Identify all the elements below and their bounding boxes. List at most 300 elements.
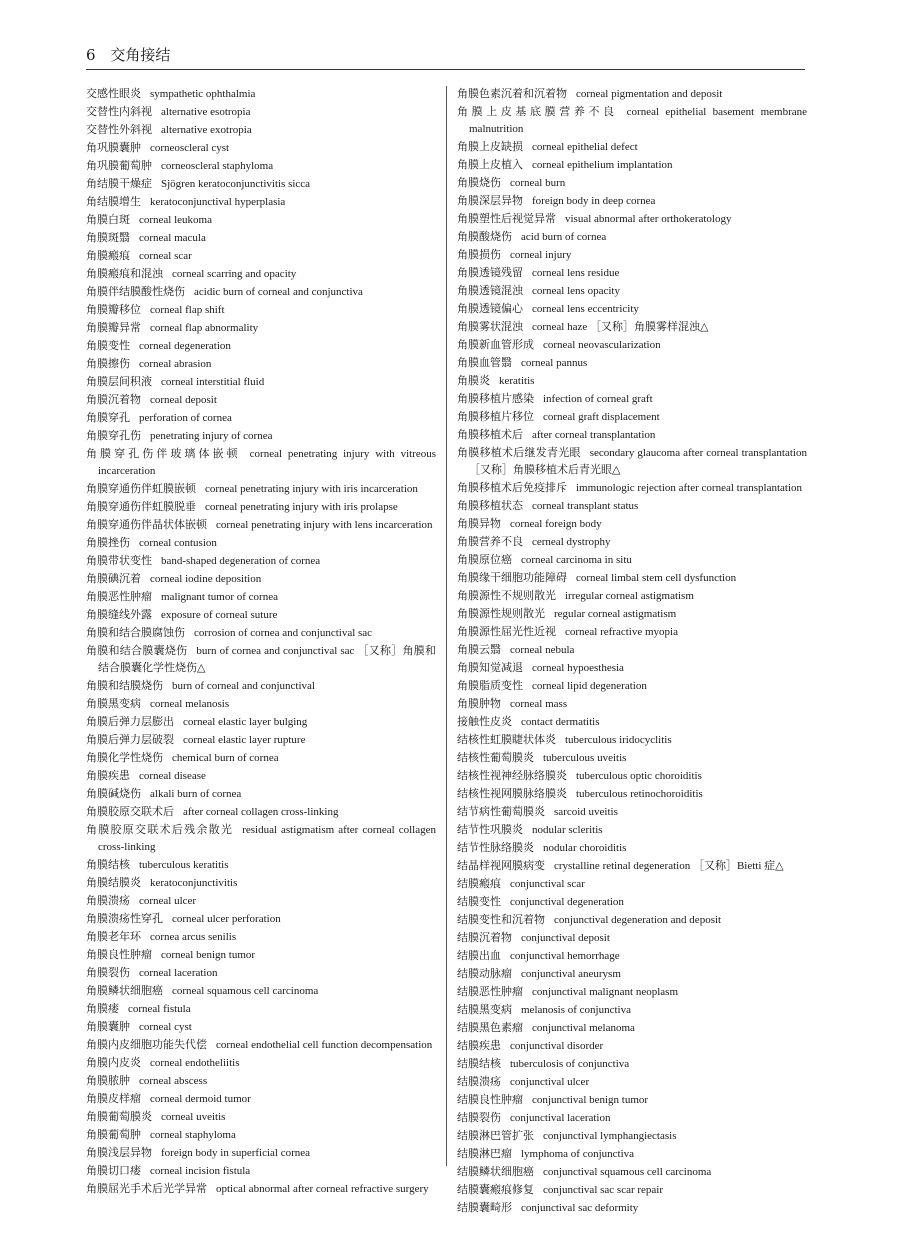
glossary-entry [457, 354, 807, 372]
chinese-term: 角膜上皮缺损 [457, 140, 523, 153]
glossary-entry [457, 911, 807, 929]
glossary-entry [86, 247, 436, 265]
chinese-term: 角膜和结合膜囊烧伤 [86, 644, 188, 657]
chinese-term: 结膜疾患 [457, 1039, 501, 1052]
column-divider [446, 86, 447, 1166]
chinese-term: 角膜鳞状细胞癌 [86, 984, 163, 997]
english-term: corneal flap shift [150, 304, 225, 316]
chinese-term: 结节性巩膜炎 [457, 823, 523, 836]
english-term: conjunctival scar [510, 878, 585, 890]
english-term: corneal interstitial fluid [161, 376, 265, 388]
glossary-entry [86, 480, 436, 498]
english-term: residual astigmatism after corneal collagen cross-linking [98, 824, 437, 853]
glossary-entry [457, 1127, 807, 1145]
chinese-term: 角膜源性屈光性近视 [457, 625, 556, 638]
chinese-term: 角膜移植术后免疫排斥 [457, 481, 567, 494]
english-term: corneal penetrating injury with iris prolapse [205, 501, 398, 513]
chinese-term: 角膜良性肿瘤 [86, 948, 152, 961]
glossary-entry [457, 1199, 807, 1217]
chinese-term: 角膜移植术后继发青光眼 [457, 446, 581, 459]
english-term: after corneal transplantation [532, 429, 656, 441]
glossary-entry [457, 444, 807, 479]
english-term: tuberculous uveitis [543, 752, 627, 764]
glossary-entry [86, 139, 436, 157]
running-header [86, 44, 170, 65]
glossary-entry [86, 928, 436, 946]
glossary-entry [86, 695, 436, 713]
english-term: corneal neovascularization [543, 339, 661, 351]
english-term: contact dermatitis [521, 716, 600, 728]
glossary-entry [86, 1126, 436, 1144]
chinese-term: 结膜囊瘢痕修复 [457, 1183, 534, 1196]
english-term: corneal squamous cell carcinoma [172, 985, 319, 997]
glossary-entry [86, 1072, 436, 1090]
chinese-term: 角膜浅层异物 [86, 1146, 152, 1159]
chinese-term: 角膜色素沉着和沉着物 [457, 87, 567, 100]
chinese-term: 结核性视神经脉络膜炎 [457, 769, 567, 782]
chinese-term: 结节病性葡萄膜炎 [457, 805, 545, 818]
english-term: corneal limbal stem cell dysfunction [576, 572, 737, 584]
glossary-entry [457, 623, 807, 641]
left-column [86, 85, 436, 1198]
english-term: corneal carcinoma in situ [521, 554, 632, 566]
glossary-entry [457, 497, 807, 515]
chinese-term: 结节性脉络膜炎 [457, 841, 534, 854]
english-term: corneal laceration [139, 967, 218, 979]
glossary-entry [457, 390, 807, 408]
english-term: corrosion of cornea and conjunctival sac [194, 627, 373, 639]
glossary-entry [86, 606, 436, 624]
glossary-entry [86, 624, 436, 642]
english-term: visual abnormal after orthokeratology [565, 213, 732, 225]
english-term: corneal melanosis [150, 698, 230, 710]
chinese-term: 角膜伴结膜酸性烧伤 [86, 285, 185, 298]
running-title: 交角接结 [110, 46, 171, 64]
english-term: tuberculous iridocyclitis [565, 734, 672, 746]
english-term: corneal lens eccentricity [532, 303, 639, 315]
chinese-term: 角膜透镜混浊 [457, 284, 523, 297]
glossary-entry [457, 246, 807, 264]
glossary-entry [457, 821, 807, 839]
chinese-term: 角膜擦伤 [86, 357, 130, 370]
chinese-term: 角膜上皮植入 [457, 158, 523, 171]
english-term: conjunctival squamous cell carcinoma [543, 1166, 712, 1178]
glossary-entry [457, 1163, 807, 1181]
english-term: corneal dermoid tumor [150, 1093, 251, 1105]
glossary-entry [86, 283, 436, 301]
chinese-term: 交感性眼炎 [86, 87, 141, 100]
english-term: conjunctival laceration [510, 1112, 611, 1124]
chinese-term: 角膜上皮基底膜营养不良 [457, 105, 618, 118]
chinese-term: 角膜囊肿 [86, 1020, 130, 1033]
english-term: burn of cornea and conjunctival sac ［又称］角膜和结合膜囊化学性烧伤△ [98, 645, 437, 674]
english-term: corneal lens opacity [532, 285, 620, 297]
chinese-term: 角膜胶原交联术后残余散光 [86, 823, 234, 836]
chinese-term: 角膜挫伤 [86, 536, 130, 549]
glossary-entry [457, 372, 807, 390]
chinese-term: 角膜碱烧伤 [86, 787, 141, 800]
english-term: exposure of corneal suture [161, 609, 278, 621]
english-term: corneal penetrating injury with vitreous incarceration [98, 448, 437, 477]
glossary-entry [457, 695, 807, 713]
english-term: infection of corneal graft [543, 393, 653, 405]
chinese-term: 角膜营养不良 [457, 535, 523, 548]
english-term: corneal disease [139, 770, 206, 782]
chinese-term: 结膜出血 [457, 949, 501, 962]
english-term: corneal lens residue [532, 267, 620, 279]
english-term: corneal penetrating injury with lens incarceration [216, 519, 433, 531]
glossary-entry [457, 857, 807, 875]
glossary-entry [86, 121, 436, 139]
english-term: conjunctival benign tumor [532, 1094, 649, 1106]
chinese-term: 角膜内皮炎 [86, 1056, 141, 1069]
glossary-entry [457, 731, 807, 749]
glossary-entry [457, 426, 807, 444]
english-term: conjunctival deposit [521, 932, 610, 944]
english-term: corneal ulcer perforation [172, 913, 281, 925]
english-term: corneal foreign body [510, 518, 602, 530]
english-term: corneal epithelium implantation [532, 159, 673, 171]
english-term: corneal haze ［又称］角膜雾样混浊△ [532, 321, 709, 333]
english-term: conjunctival sac scar repair [543, 1184, 664, 1196]
chinese-term: 角膜异物 [457, 517, 501, 530]
chinese-term: 角膜移植片感染 [457, 392, 534, 405]
english-term: corneal leukoma [139, 214, 212, 226]
chinese-term: 角膜透镜残留 [457, 266, 523, 279]
glossary-entry [457, 336, 807, 354]
chinese-term: 角膜新血管形成 [457, 338, 534, 351]
glossary-entry [457, 174, 807, 192]
glossary-entry [457, 785, 807, 803]
english-term: corneal transplant status [532, 500, 639, 512]
english-term: corneal contusion [139, 537, 217, 549]
glossary-entry [86, 982, 436, 1000]
glossary-entry [86, 1036, 436, 1054]
chinese-term: 角膜雾状混浊 [457, 320, 523, 333]
chinese-term: 角膜沉着物 [86, 393, 141, 406]
glossary-entry [457, 1181, 807, 1199]
chinese-term: 结核性视网膜脉络膜炎 [457, 787, 567, 800]
chinese-term: 角膜肿物 [457, 697, 501, 710]
english-term: corneal fistula [128, 1003, 191, 1015]
chinese-term: 结膜沉着物 [457, 931, 512, 944]
english-term: corneal injury [510, 249, 572, 261]
glossary-entry [86, 677, 436, 695]
english-term: secondary glaucoma after corneal transplantation ［又称］角膜移植术后青光眼△ [469, 447, 807, 476]
glossary-entry [457, 641, 807, 659]
glossary-entry [86, 355, 436, 373]
glossary-entry [457, 1019, 807, 1037]
english-term: corneal scar [139, 250, 192, 262]
english-term: regular corneal astigmatism [554, 608, 677, 620]
english-term: keratoconjunctival hyperplasia [150, 196, 286, 208]
english-term: conjunctival disorder [510, 1040, 604, 1052]
english-term: band-shaped degeneration of cornea [161, 555, 321, 567]
chinese-term: 角膜结核 [86, 858, 130, 871]
glossary-entry [86, 373, 436, 391]
english-term: corneal macula [139, 232, 206, 244]
chinese-term: 角膜穿通伤伴晶状体嵌顿 [86, 518, 207, 531]
chinese-term: 角膜切口瘘 [86, 1164, 141, 1177]
chinese-term: 角膜裂伤 [86, 966, 130, 979]
english-term: corneal nebula [510, 644, 575, 656]
glossary-entry [86, 1090, 436, 1108]
glossary-entry [86, 910, 436, 928]
english-term: corneal degeneration [139, 340, 231, 352]
chinese-term: 角膜穿孔伤 [86, 429, 141, 442]
chinese-term: 角膜穿通伤伴虹膜嵌顿 [86, 482, 196, 495]
chinese-term: 角巩膜囊肿 [86, 141, 141, 154]
chinese-term: 角膜知觉减退 [457, 661, 523, 674]
chinese-term: 角膜炎 [457, 374, 490, 387]
glossary-entry [86, 193, 436, 211]
english-term: keratoconjunctivitis [150, 877, 238, 889]
chinese-term: 角膜后弹力层破裂 [86, 733, 174, 746]
chinese-term: 角膜层间积液 [86, 375, 152, 388]
english-term: conjunctival hemorrhage [510, 950, 620, 962]
glossary-entry [457, 551, 807, 569]
english-term: corneal benign tumor [161, 949, 256, 961]
glossary-entry [86, 409, 436, 427]
english-term: penetrating injury of cornea [150, 430, 273, 442]
glossary-entry [86, 964, 436, 982]
chinese-term: 结膜动脉瘤 [457, 967, 512, 980]
english-term: corneal epithelial defect [532, 141, 638, 153]
chinese-term: 角膜穿孔 [86, 411, 130, 424]
glossary-entry [86, 1108, 436, 1126]
chinese-term: 角膜白斑 [86, 213, 130, 226]
chinese-term: 角膜深层异物 [457, 194, 523, 207]
chinese-term: 接触性皮炎 [457, 715, 512, 728]
glossary-entry [457, 1145, 807, 1163]
chinese-term: 角膜皮样瘤 [86, 1092, 141, 1105]
english-term: corneal lipid degeneration [532, 680, 647, 692]
english-term: alternative esotropia [161, 106, 251, 118]
english-term: corneal epithelial basement membrane malnutrition [469, 106, 807, 135]
chinese-term: 角膜带状变性 [86, 554, 152, 567]
english-term: corneal pannus [521, 357, 588, 369]
glossary-entry [457, 713, 807, 731]
chinese-term: 交替性内斜视 [86, 105, 152, 118]
chinese-term: 角膜葡萄膜炎 [86, 1110, 152, 1123]
glossary-entry [457, 749, 807, 767]
chinese-term: 角膜移植术后 [457, 428, 523, 441]
chinese-term: 角膜瘘 [86, 1002, 119, 1015]
glossary-entry [457, 983, 807, 1001]
chinese-term: 角膜变性 [86, 339, 130, 352]
english-term: corneoscleral cyst [150, 142, 230, 154]
english-term: perforation of cornea [139, 412, 232, 424]
chinese-term: 结膜溃疡 [457, 1075, 501, 1088]
chinese-term: 角膜云翳 [457, 643, 501, 656]
glossary-entry [86, 534, 436, 552]
chinese-term: 角膜穿通伤伴虹膜脱垂 [86, 500, 196, 513]
glossary-entry [86, 265, 436, 283]
english-term: cerneal dystrophy [532, 536, 611, 548]
chinese-term: 结膜鳞状细胞癌 [457, 1165, 534, 1178]
chinese-term: 角膜葡萄肿 [86, 1128, 141, 1141]
english-term: corneal incision fistula [150, 1165, 251, 1177]
english-term: conjunctival degeneration and deposit [554, 914, 722, 926]
chinese-term: 结膜囊畸形 [457, 1201, 512, 1214]
page-number: 6 [86, 46, 96, 64]
glossary-entry [86, 713, 436, 731]
english-term: corneal hypoesthesia [532, 662, 624, 674]
english-term: conjunctival degeneration [510, 896, 624, 908]
glossary-entry [457, 282, 807, 300]
glossary-entry [86, 1180, 436, 1198]
chinese-term: 结膜黑变病 [457, 1003, 512, 1016]
header-rule [86, 69, 805, 70]
english-term: conjunctival melanoma [532, 1022, 635, 1034]
chinese-term: 角膜瓣异常 [86, 321, 141, 334]
english-term: crystalline retinal degeneration ［又称］Bietti 症△ [554, 860, 784, 872]
glossary-entry [86, 391, 436, 409]
english-term: acidic burn of corneal and conjunctiva [194, 286, 363, 298]
glossary-entry [457, 803, 807, 821]
chinese-term: 结膜裂伤 [457, 1111, 501, 1124]
glossary-entry [457, 1073, 807, 1091]
english-term: melanosis of conjunctiva [521, 1004, 631, 1016]
glossary-entry [86, 570, 436, 588]
chinese-term: 角膜和结膜烧伤 [86, 679, 163, 692]
chinese-term: 角膜溃疡性穿孔 [86, 912, 163, 925]
chinese-term: 结膜淋巴瘤 [457, 1147, 512, 1160]
english-term: tuberculosis of conjunctiva [510, 1058, 630, 1070]
english-term: alkali burn of cornea [150, 788, 242, 800]
glossary-entry [457, 875, 807, 893]
chinese-term: 交替性外斜视 [86, 123, 152, 136]
chinese-term: 角膜脓肿 [86, 1074, 130, 1087]
glossary-entry [457, 767, 807, 785]
chinese-term: 角膜瘢痕 [86, 249, 130, 262]
english-term: corneal staphyloma [150, 1129, 236, 1141]
chinese-term: 结核性虹膜睫状体炎 [457, 733, 556, 746]
english-term: corneal penetrating injury with iris incarceration [205, 483, 418, 495]
english-term: conjunctival aneurysm [521, 968, 621, 980]
glossary-entry [457, 1109, 807, 1127]
chinese-term: 角膜原位癌 [457, 553, 512, 566]
glossary-entry [86, 874, 436, 892]
english-term: tuberculous retinochoroiditis [576, 788, 703, 800]
glossary-entry [86, 767, 436, 785]
english-term: corneal iodine deposition [150, 573, 262, 585]
english-term: corneal abscess [139, 1075, 208, 1087]
chinese-term: 角膜和结合膜腐蚀伤 [86, 626, 185, 639]
chinese-term: 结膜结核 [457, 1057, 501, 1070]
english-term: burn of corneal and conjunctival [172, 680, 315, 692]
chinese-term: 角结膜增生 [86, 195, 141, 208]
chinese-term: 角膜源性不规则散光 [457, 589, 556, 602]
chinese-term: 结膜瘢痕 [457, 877, 501, 890]
chinese-term: 角膜塑性后视觉异常 [457, 212, 556, 225]
chinese-term: 角膜碘沉着 [86, 572, 141, 585]
chinese-term: 角膜屈光手术后光学异常 [86, 1182, 207, 1195]
glossary-entry [457, 210, 807, 228]
glossary-entry [457, 138, 807, 156]
glossary-entry [457, 103, 807, 138]
english-term: corneal cyst [139, 1021, 192, 1033]
english-term: acid burn of cornea [521, 231, 607, 243]
english-term: tuberculous optic choroiditis [576, 770, 702, 782]
glossary-entry [457, 479, 807, 497]
glossary-entry [457, 569, 807, 587]
glossary-entry [86, 516, 436, 534]
chinese-term: 角膜胶原交联术后 [86, 805, 174, 818]
english-term: corneal ulcer [139, 895, 197, 907]
glossary-entry [86, 1054, 436, 1072]
english-term: corneal flap abnormality [150, 322, 259, 334]
glossary-entry [86, 803, 436, 821]
glossary-entry [86, 301, 436, 319]
glossary-entry [86, 319, 436, 337]
glossary-entry [457, 408, 807, 426]
chinese-term: 角膜血管翳 [457, 356, 512, 369]
glossary-entry [457, 659, 807, 677]
english-term: conjunctival sac deformity [521, 1202, 639, 1214]
english-term: corneoscleral staphyloma [161, 160, 274, 172]
glossary-entry [457, 587, 807, 605]
glossary-entry [86, 175, 436, 193]
chinese-term: 角膜老年环 [86, 930, 141, 943]
glossary-entry [86, 856, 436, 874]
chinese-term: 角膜内皮细胞功能失代偿 [86, 1038, 207, 1051]
glossary-entry [86, 211, 436, 229]
glossary-entry [457, 929, 807, 947]
glossary-entry [86, 157, 436, 175]
glossary-entry [457, 156, 807, 174]
english-term: immunologic rejection after corneal transplantation [576, 482, 803, 494]
glossary-entry [86, 229, 436, 247]
english-term: foreign body in superficial cornea [161, 1147, 311, 1159]
english-term: cornea arcus senilis [150, 931, 237, 943]
glossary-entry [86, 103, 436, 121]
english-term: conjunctival lymphangiectasis [543, 1130, 677, 1142]
english-term: keratitis [499, 375, 535, 387]
glossary-entry [457, 192, 807, 210]
chinese-term: 结膜黑色素瘤 [457, 1021, 523, 1034]
chinese-term: 角膜瓣移位 [86, 303, 141, 316]
glossary-entry [457, 947, 807, 965]
english-term: alternative exotropia [161, 124, 252, 136]
english-term: corneal scarring and opacity [172, 268, 297, 280]
chinese-term: 结膜变性 [457, 895, 501, 908]
glossary-entry [457, 85, 807, 103]
chinese-term: 角膜黑变病 [86, 697, 141, 710]
glossary-entry [86, 1162, 436, 1180]
chinese-term: 角膜透镜偏心 [457, 302, 523, 315]
english-term: corneal deposit [150, 394, 217, 406]
glossary-entry [457, 318, 807, 336]
right-column [457, 85, 807, 1217]
glossary-entry [457, 893, 807, 911]
english-term: corneal endotheliitis [150, 1057, 240, 1069]
glossary-entry [86, 749, 436, 767]
english-term: corneal mass [510, 698, 568, 710]
glossary-entry [457, 228, 807, 246]
english-term: irregular corneal astigmatism [565, 590, 694, 602]
glossary-entry [86, 85, 436, 103]
glossary-entry [86, 552, 436, 570]
chinese-term: 角膜移植状态 [457, 499, 523, 512]
english-term: nodular scleritis [532, 824, 603, 836]
english-term: optical abnormal after corneal refractive surgery [216, 1183, 429, 1195]
glossary-entry [86, 445, 436, 480]
glossary-entry [86, 1018, 436, 1036]
glossary-entry [457, 965, 807, 983]
glossary-entry [86, 1000, 436, 1018]
glossary-entry [457, 1091, 807, 1109]
